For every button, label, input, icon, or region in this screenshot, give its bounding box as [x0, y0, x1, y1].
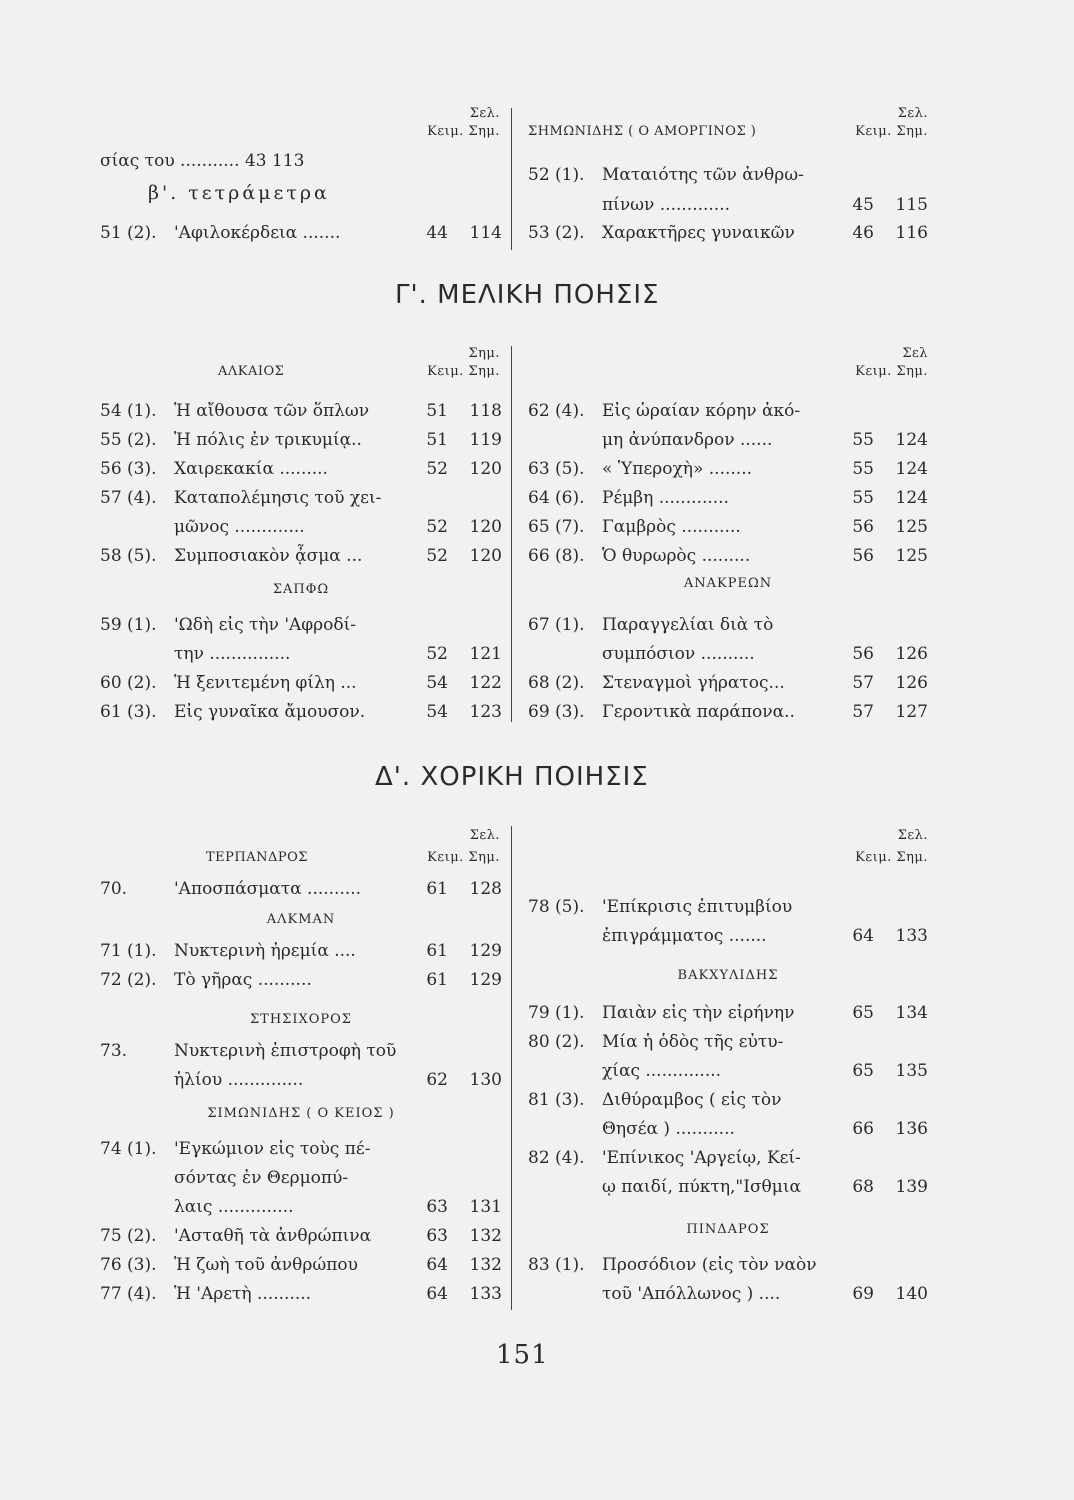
entry-num: 56 (3). [100, 459, 157, 479]
entry-pg: 55 [852, 459, 874, 479]
entry-nt: 120 [469, 459, 502, 479]
entry-txt: Χαιρεκακία ......... [174, 459, 328, 479]
entry-txt: 'Ωδὴ εἰς τὴν 'Αφροδί- [174, 615, 357, 635]
entry-num: 81 (3). [528, 1090, 585, 1110]
entry-nt: 124 [895, 459, 928, 479]
index-entry [528, 896, 928, 918]
entry-nt: 129 [469, 970, 502, 990]
index-entry [528, 487, 928, 509]
entry-nt: 125 [895, 546, 928, 566]
col-header-keim-simi-right: Κειμ. Σημ. [855, 124, 928, 139]
entry-pg: 57 [852, 673, 874, 693]
index-entry [528, 1283, 928, 1305]
index-entry [100, 643, 502, 665]
entry-txt: Παιὰν εἰς τὴν εἰρήνην [602, 1003, 795, 1023]
index-entry [528, 925, 928, 947]
entry-pg: 55 [852, 430, 874, 450]
entry-nt: 123 [469, 702, 502, 722]
entry-num: 63 (5). [528, 459, 585, 479]
entry-txt: 'Αποσπάσματα .......... [174, 879, 362, 899]
author-simonidis-amorginos: ΣΗΜΩΝΙΔΗΣ ( Ο ΑΜΟΡΓΙΝΟΣ ) [528, 124, 757, 139]
index-entry [100, 1069, 502, 1091]
index-entry: 53 (2). Χαρακτῆρες γυναικῶν 46 116 [528, 223, 928, 243]
author-alkaios: ΑΛΚΑΙΟΣ [218, 364, 285, 379]
entry-pg: 51 [426, 430, 448, 450]
entry-txt: Εἰς γυναῖκα ἄμουσον. [174, 702, 366, 722]
entry-num: 60 (2). [100, 673, 157, 693]
entry-txt: Ἡ ζωὴ τοῦ ἀνθρώπου [174, 1255, 358, 1275]
entry-nt: 130 [469, 1070, 502, 1090]
entry-txt: Ἡ πόλις ἐν τρικυμίᾳ.. [174, 430, 362, 450]
pindaros-entries [528, 1254, 928, 1314]
entry-num: 61 (3). [100, 702, 157, 722]
entry-pg: 61 [426, 879, 448, 899]
entry-pg: 52 [426, 517, 448, 537]
col-header-keim-simi-right: Κειμ. Σημ. [855, 850, 928, 865]
author-sapfo: ΣΑΠΦΩ [272, 582, 330, 597]
entry-num: 71 (1). [100, 941, 157, 961]
col-header-keim-simi: Κειμ. Σημ. [427, 364, 500, 379]
col-header-sel-right: Σελ. [897, 828, 928, 843]
entry-nt: 140 [895, 1284, 928, 1304]
entry-pg: 52 [426, 644, 448, 664]
entry-txt: « Ὑπεροχὴ» ........ [602, 459, 752, 479]
index-entry [528, 672, 928, 694]
entry-nt: 134 [895, 1003, 928, 1023]
index-entry [100, 672, 502, 694]
index-entry [100, 614, 502, 636]
index-entry [100, 1138, 502, 1160]
entry-txt: 'Επίνικος 'Αργείῳ, Κεί- [602, 1148, 801, 1168]
entry-num: 57 (4). [100, 488, 157, 508]
entry-nt: 118 [469, 401, 502, 421]
index-entry [100, 1196, 502, 1218]
entry-num: 69 (3). [528, 702, 585, 722]
entry-txt: 'Ασταθῆ τὰ ἀνθρώπινα [174, 1226, 372, 1246]
col-header-keim-simi-right: Κειμ. Σημ. [855, 364, 928, 379]
entry-pg: 62 [426, 1070, 448, 1090]
index-entry [528, 1176, 928, 1198]
index-entry [100, 545, 502, 567]
entry-num: 64 (6). [528, 488, 585, 508]
index-entry [528, 1089, 928, 1111]
entry-num: 54 (1). [100, 401, 157, 421]
index-entry: 51 (2). 'Αφιλοκέρδεια ....... 44 114 [100, 223, 502, 243]
index-entry: πίνων ............. 45 115 [602, 195, 928, 215]
entry-txt: Μία ἡ ὁδὸς τῆς εὐτυ- [602, 1032, 784, 1052]
col-header-simi: Σημ. [468, 346, 500, 361]
entry-txt: Ἡ 'Αρετὴ .......... [174, 1284, 312, 1304]
index-entry [528, 1118, 928, 1140]
entry-nt: 122 [469, 673, 502, 693]
entry-pg: 66 [852, 1119, 874, 1139]
entry-pg: 56 [852, 546, 874, 566]
index-entry [528, 545, 928, 567]
entry-num: 73. [100, 1041, 128, 1061]
bakchylidis-entries [528, 1002, 928, 1212]
entry-txt: μη ἀνύπανδρον ...... [602, 430, 773, 450]
entry-txt: Συμποσιακὸν ᾆσμα ... [174, 546, 363, 566]
index-entry [100, 1283, 502, 1305]
entry-txt: 'Εγκώμιον εἰς τοὺς πέ- [174, 1139, 371, 1159]
entry-pg: 63 [426, 1197, 448, 1217]
entry-txt: μῶνος ............. [174, 517, 305, 537]
index-entry [100, 701, 502, 723]
entry-txt: Νυκτερινὴ ἠρεμία .... [174, 941, 356, 961]
entry-pg: 64 [426, 1255, 448, 1275]
index-entry [100, 1254, 502, 1276]
entry-txt: Γεροντικὰ παράπονα.. [602, 702, 795, 722]
alkman-entries [100, 940, 502, 1000]
entry-txt: Προσόδιον (εἰς τὸν ναὸν [602, 1255, 817, 1275]
meliki-right-entries [528, 400, 928, 564]
entry-pg: 68 [852, 1177, 874, 1197]
entry-nt: 128 [469, 879, 502, 899]
subsection-tetrametra: β'. τετράμετρα [148, 182, 330, 204]
index-entry [100, 969, 502, 991]
entry-txt: Ὁ θυρωρὸς ......... [602, 546, 751, 566]
alkaios-entries [100, 400, 502, 576]
entry-nt: 119 [469, 430, 502, 450]
index-entry [528, 643, 928, 665]
index-entry [528, 614, 928, 636]
entry-nt: 126 [895, 673, 928, 693]
index-entry [528, 1002, 928, 1024]
index-entry [528, 429, 928, 451]
entry-txt: σόντας ἐν Θερμοπύ- [174, 1168, 349, 1188]
index-entry [528, 701, 928, 723]
index-entry [100, 429, 502, 451]
author-alkman: ΑΛΚΜΑΝ [266, 912, 336, 927]
index-entry: 52 (1). Ματαιότης τῶν ἀνθρω- [528, 165, 804, 185]
entry-txt: ῳ παιδί, πύκτη,"Ισθμια [602, 1177, 801, 1197]
entry-txt: Στεναγμοὶ γήρατος... [602, 673, 785, 693]
entry-txt: τοῦ 'Απόλλωνος ) .... [602, 1284, 781, 1304]
entry-num: 80 (2). [528, 1032, 585, 1052]
entry-num: 62 (4). [528, 401, 585, 421]
index-entry [528, 516, 928, 538]
col-header-keim-simi: Κειμ. Σημ. [427, 124, 500, 139]
entry-pg: 63 [426, 1226, 448, 1246]
entry-num: 72 (2). [100, 970, 157, 990]
entry-num: 66 (8). [528, 546, 585, 566]
entry-txt: Ἡ ξενιτεμένη φίλη ... [174, 673, 357, 693]
author-anakreon: ΑΝΑΚΡΕΩΝ [683, 576, 773, 591]
entry-nt: 124 [895, 430, 928, 450]
entry-txt: Ρέμβη ............. [602, 488, 729, 508]
entry-nt: 127 [895, 702, 928, 722]
col-header-sel-right: Σελ. [897, 106, 928, 121]
entry-num: 55 (2). [100, 430, 157, 450]
entry-txt: Τὸ γῆρας .......... [174, 970, 312, 990]
entry-pg: 61 [426, 941, 448, 961]
entry-txt: χίας .............. [602, 1061, 722, 1081]
entry-pg: 55 [852, 488, 874, 508]
entry-pg: 51 [426, 401, 448, 421]
entry-nt: 131 [469, 1197, 502, 1217]
index-entry [528, 1147, 928, 1169]
entry-pg: 61 [426, 970, 448, 990]
entry-pg: 52 [426, 546, 448, 566]
entry-nt: 132 [469, 1226, 502, 1246]
entry-nt: 135 [895, 1061, 928, 1081]
entry-txt: Ἡ αἴθουσα τῶν ὅπλων [174, 401, 370, 421]
entry-num: 78 (5). [528, 897, 585, 917]
column-divider-top [511, 108, 512, 250]
entry-pg: 56 [852, 644, 874, 664]
entry-num: 59 (1). [100, 615, 157, 635]
entry-num: 68 (2). [528, 673, 585, 693]
entry-nt: 121 [469, 644, 502, 664]
entry-num: 75 (2). [100, 1226, 157, 1246]
col-header-sel: Σελ. [469, 828, 500, 843]
entry-nt: 133 [895, 926, 928, 946]
entry-nt: 136 [895, 1119, 928, 1139]
entry-txt: ἡλίου .............. [174, 1070, 304, 1090]
entry-txt: Διθύραμβος ( εἰς τὸν [602, 1090, 782, 1110]
entry-pg: 65 [852, 1003, 874, 1023]
section-title-meliki: Γ'. ΜΕΛΙΚΗ ΠΟΗΣΙΣ [395, 280, 660, 310]
entry-num: 58 (5). [100, 546, 157, 566]
simonidis-keios-entries [100, 1138, 502, 1318]
entry-txt: Παραγγελίαι διὰ τὸ [602, 615, 774, 635]
entry-nt: 129 [469, 941, 502, 961]
entry-num: 76 (3). [100, 1255, 157, 1275]
index-entry [528, 458, 928, 480]
stisichoros-entries [100, 1040, 502, 1100]
entry-num: 65 (7). [528, 517, 585, 537]
entry-txt: λαις .............. [174, 1197, 294, 1217]
index-entry [100, 940, 502, 962]
terpandros-entries [100, 878, 502, 902]
index-entry [100, 1040, 502, 1062]
entry-num: 82 (4). [528, 1148, 585, 1168]
index-entry [100, 516, 502, 538]
entry-pg: 54 [426, 702, 448, 722]
entry-nt: 126 [895, 644, 928, 664]
entry-txt: Γαμβρὸς ........... [602, 517, 741, 537]
entry-pg: 52 [426, 459, 448, 479]
entry-txt: συμπόσιον .......... [602, 644, 755, 664]
index-entry [528, 1254, 928, 1276]
entry-num: 83 (1). [528, 1255, 585, 1275]
index-entry [100, 1225, 502, 1247]
entry-pg: 57 [852, 702, 874, 722]
col-header-keim-simi: Κειμ. Σημ. [427, 850, 500, 865]
entry-txt: Νυκτερινὴ ἐπιστροφὴ τοῦ [174, 1041, 397, 1061]
entry-num: 79 (1). [528, 1003, 585, 1023]
column-divider-bottom [511, 826, 512, 1310]
entry-pg: 65 [852, 1061, 874, 1081]
entry-pg: 64 [852, 926, 874, 946]
author-terpandros: ΤΕΡΠΑΝΔΡΟΣ [206, 850, 308, 865]
entry-nt: 133 [469, 1284, 502, 1304]
entry-num: 70. [100, 879, 128, 899]
choriki-right-entries [528, 896, 928, 956]
entry-txt: ἐπιγράμματος ....... [602, 926, 767, 946]
author-simonidis-keios: ΣΙΜΩΝΙΔΗΣ ( Ο ΚΕΙΟΣ ) [207, 1106, 395, 1121]
col-header-sel: Σελ. [469, 106, 500, 121]
entry-nt: 125 [895, 517, 928, 537]
entry-pg: 69 [852, 1284, 874, 1304]
col-header-sel-right: Σελ [902, 346, 928, 361]
entry-txt: την ............... [174, 644, 291, 664]
author-pindaros: ΠΙΝΔΑΡΟΣ [686, 1222, 770, 1237]
entry-nt: 120 [469, 517, 502, 537]
index-entry [100, 1167, 502, 1189]
index-entry [528, 400, 928, 422]
entry-pg: 64 [426, 1284, 448, 1304]
entry-txt: Εἰς ὡραίαν κόρην ἀκό- [602, 401, 801, 421]
entry-num: 74 (1). [100, 1139, 157, 1159]
author-stisichoros: ΣΤΗΣΙΧΟΡΟΣ [249, 1012, 353, 1027]
entry-pg: 54 [426, 673, 448, 693]
column-divider-middle [511, 346, 512, 722]
entry-num: 77 (4). [100, 1284, 157, 1304]
entry-continuation: σίας του ........... 43 113 [100, 151, 305, 171]
page-number: 151 [496, 1340, 549, 1370]
entry-nt: 132 [469, 1255, 502, 1275]
entry-nt: 124 [895, 488, 928, 508]
index-entry [100, 487, 502, 509]
index-entry [528, 1060, 928, 1082]
entry-nt: 120 [469, 546, 502, 566]
entry-nt: 139 [895, 1177, 928, 1197]
entry-pg: 56 [852, 517, 874, 537]
anakreon-entries [528, 614, 928, 732]
index-entry [100, 400, 502, 422]
index-entry [100, 458, 502, 480]
entry-txt: Καταπολέμησις τοῦ χει- [174, 488, 382, 508]
entry-txt: Θησέα ) ........... [602, 1119, 735, 1139]
index-entry [100, 878, 502, 900]
author-bakchylidis: ΒΑΚΧΥΛΙΔΗΣ [677, 968, 779, 983]
entry-txt: 'Επίκρισις ἐπιτυμβίου [602, 897, 793, 917]
index-entry [528, 1031, 928, 1053]
sapfo-entries [100, 614, 502, 732]
section-title-choriki: Δ'. ΧΟΡΙΚΗ ΠΟΙΗΣΙΣ [375, 762, 649, 792]
entry-num: 67 (1). [528, 615, 585, 635]
